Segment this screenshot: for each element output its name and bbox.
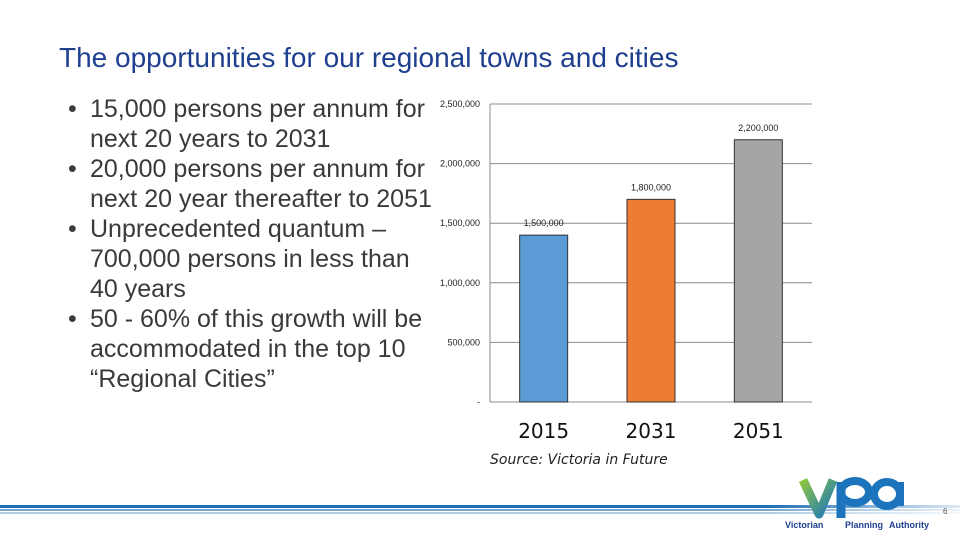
bar xyxy=(734,140,782,402)
vpa-logo xyxy=(775,462,950,534)
logo-text-authority: Authority xyxy=(889,520,929,530)
y-tick-label: 500,000 xyxy=(447,337,480,348)
bullet-item: • 15,000 persons per annum for next 20 years to 2031 xyxy=(68,94,438,154)
chart-source: Source: Victoria in Future xyxy=(490,452,668,468)
x-tick-label: 2051 xyxy=(732,419,784,443)
slide-number: 6 xyxy=(943,507,948,516)
bullet-item: • 20,000 persons per annum for next 20 year thereafter to 2051 xyxy=(68,154,438,214)
x-tick-label: 2015 xyxy=(518,419,570,443)
y-tick-label: - xyxy=(477,397,480,407)
x-tick-label: 2031 xyxy=(625,419,677,443)
bullet-list xyxy=(68,94,438,394)
logo-text-victorian: Victorian xyxy=(785,520,824,530)
population-bar-chart xyxy=(420,90,820,450)
bar-data-label: 2,200,000 xyxy=(738,122,779,133)
bullet-item: • Unprecedented quantum – 700,000 persons in less than 40 years xyxy=(68,214,438,304)
bar xyxy=(627,199,675,402)
y-tick-label: 1,000,000 xyxy=(439,277,480,288)
bullet-item: • 50 - 60% of this growth will be accommodated in the top 10 “Regional Cities” xyxy=(68,304,438,394)
y-tick-label: 1,500,000 xyxy=(439,218,480,229)
y-tick-label: 2,500,000 xyxy=(439,99,480,109)
logo-text-planning: Planning xyxy=(845,520,883,530)
bar xyxy=(520,235,568,402)
y-tick-label: 2,000,000 xyxy=(439,158,480,169)
bar-data-label: 1,800,000 xyxy=(630,182,672,193)
slide-title: The opportunities for our regional towns and cities xyxy=(59,42,679,73)
bar-data-label: 1,500,000 xyxy=(523,218,564,229)
